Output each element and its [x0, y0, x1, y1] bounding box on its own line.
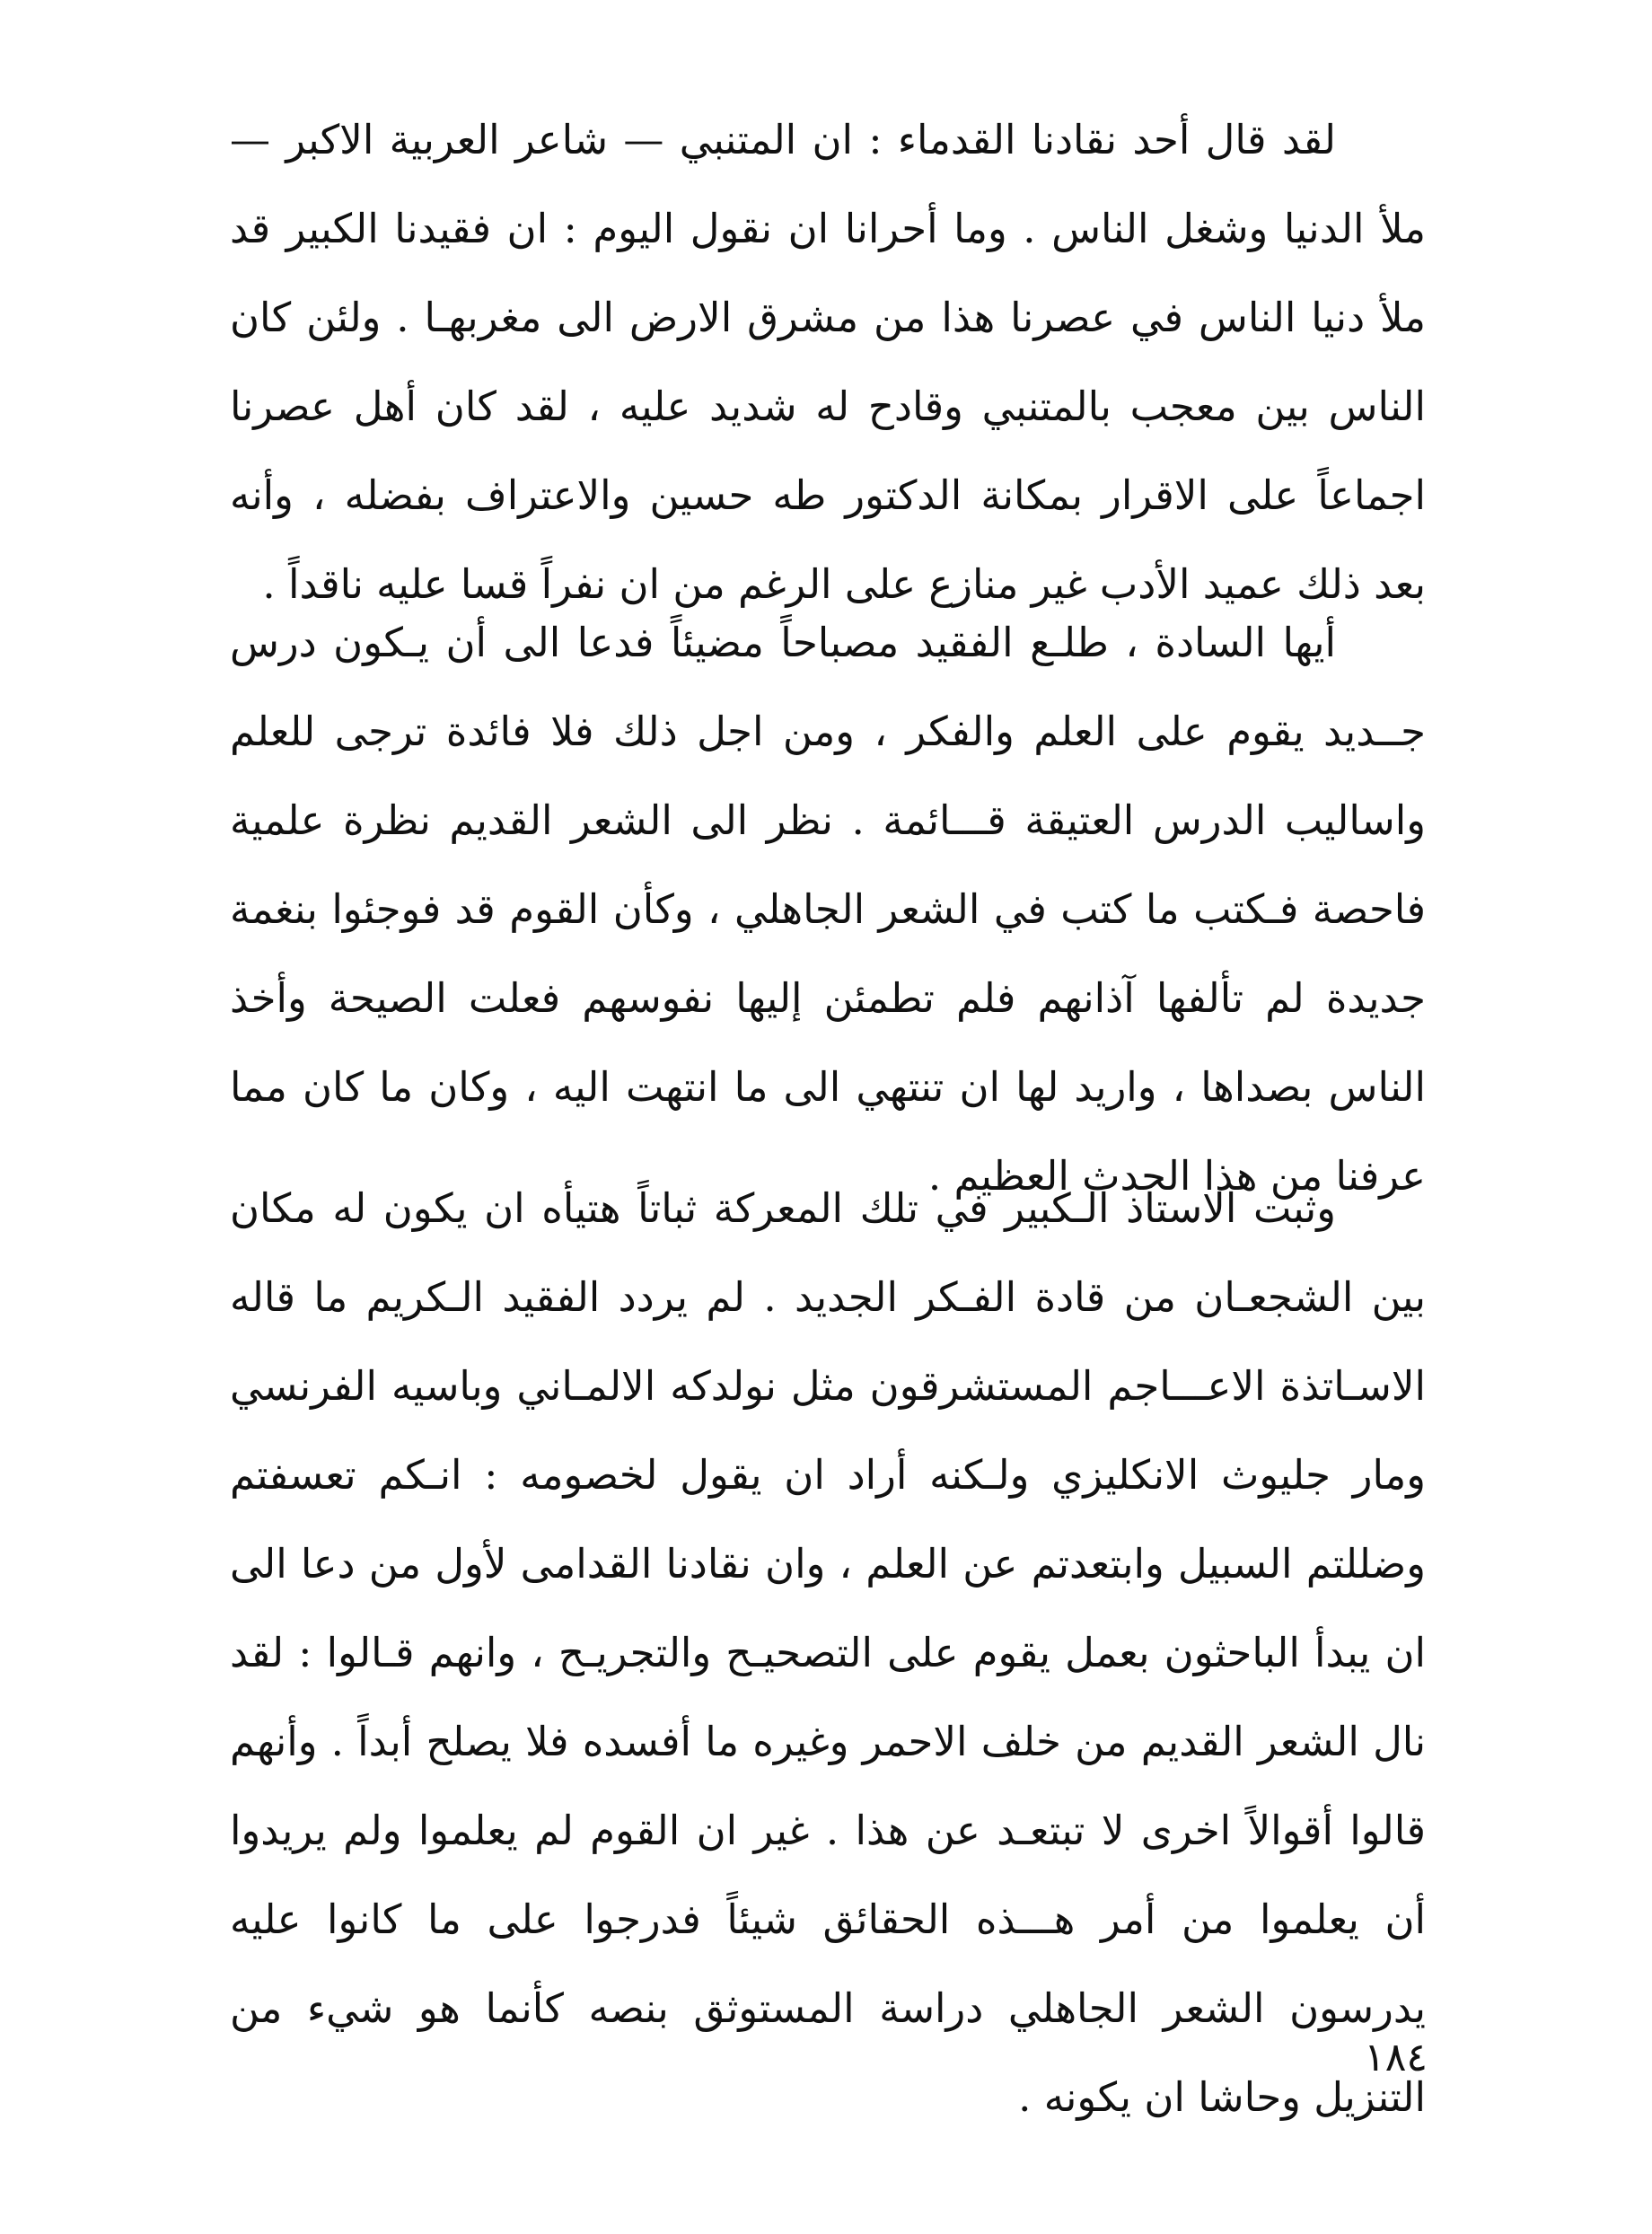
paragraph-1: لقد قال أحد نقادنا القدماء : ان المتنبي — شاعر العربية الاكبر — ملأ الدنيا وشغل الناس . وما أحرانا ان نقول اليوم : ان فقيدنا الكبير قد ملأ دنيا الناس في عصرنا هذا من مشرق الارض الى مغربهـا . ولئن كان الناس بين معجب بالمتنبي وقادح له شديد عليه ، لقد كان أهل عصرنا اجماعاً على الاقرار بمكانة الدكتور طه حسين والاعتراف بفضله ، وأنه بعد ذلك عميد الأدب غير منازع على الرغم من ان نفراً قسا عليه ناقداً .: [230, 116, 1426, 608]
paragraph-2: أيها السادة ، طلـع الفقيد مصباحاً مضيئاً فدعا الى أن يـكون درس جــديد يقوم على العلم والفكر ، ومن اجل ذلك فلا فائدة ترجى للعلم واساليب الدرس العتيقة قـــائمة . نظر الى الشعر القديم نظرة علمية فاحصة فـكتب ما كتب في الشعر الجاهلي ، وكأن القوم قد فوجئوا بنغمة جديدة لم تألفها آذانهم فلم تطمئن إليها نفوسهم فعلت الصيحة وأخذ الناس بصداها ، واريد لها ان تنتهي الى ما انتهت اليه ، وكان ما كان مما عرفنا من هذا الحدث العظيم .: [230, 619, 1426, 1200]
paragraph-3: وثبت الاستاذ الـكبير في تلك المعركة ثباتاً هتيأه ان يكون له مكان بين الشجعـان من قادة الفـكر الجديد . لم يردد الفقيد الـكريم ما قاله الاسـاتذة الاعـــاجم المستشرقون مثل نولدكه الالمـاني وباسيه الفرنسي ومار جليوث الانكليزي ولـكنه أراد ان يقول لخصومه : انـكم تعسفتم وضللتم السبيل وابتعدتم عن العلم ، وان نقادنا القدامى لأول من دعا الى ان يبدأ الباحثون بعمل يقوم على التصحيـح والتجريـح ، وانهم قـالوا : لقد نال الشعر القديم من خلف الاحمر وغيره ما أفسده فلا يصلح أبداً . وأنهم قالوا أقوالاً اخرى لا تبتعـد عن هذا . غير ان القوم لم يعلموا ولم يريدوا أن يعلموا من أمر هـــذه الحقائق شيئاً فدرجوا على ما كانوا عليه يدرسون الشعر الجاهلي دراسة المستوثق بنصه كأنما هو شيء من التنزيل وحاشا ان يكونه .: [230, 1184, 1426, 2121]
page-number: ١٨٤: [1364, 2035, 1428, 2080]
